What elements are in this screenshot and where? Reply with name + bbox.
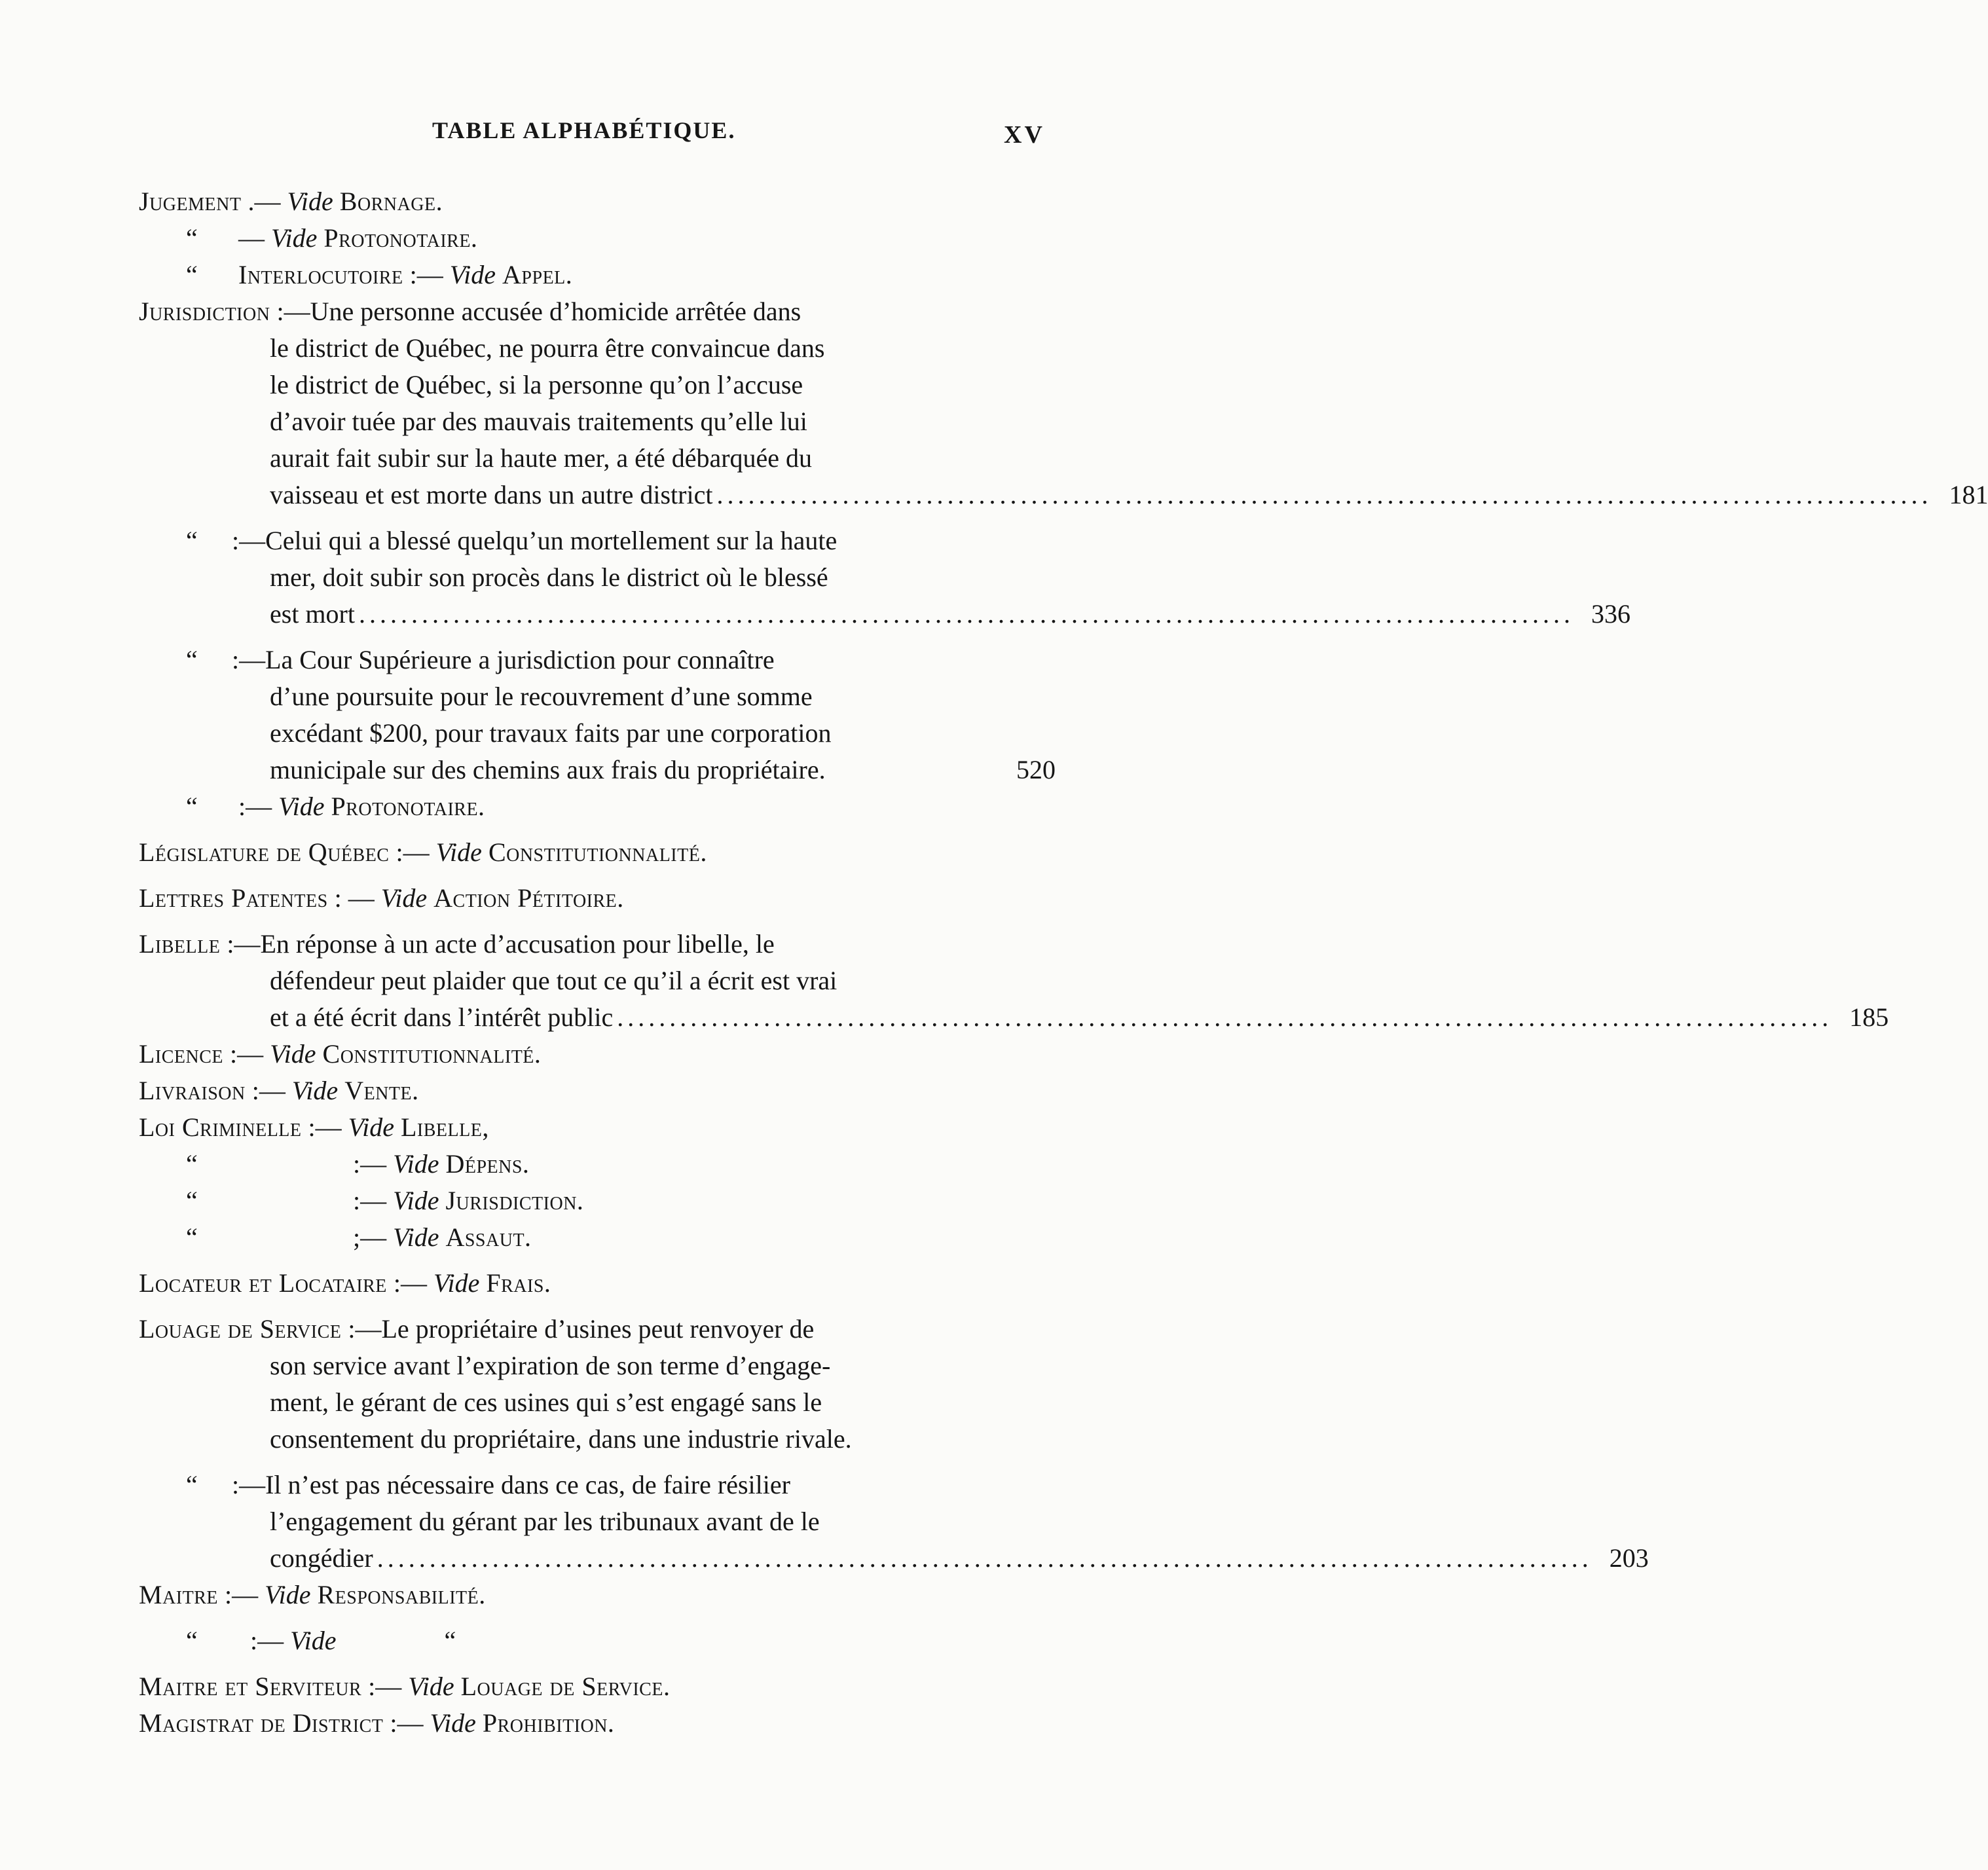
entry-text-line: aurait fait subir sur la haute mer, a été débarquée du [270,443,813,473]
index-entry-loi-criminelle [139,1109,1056,1256]
entry-text-line: est mort [270,599,355,629]
leader-dots: .................................................................................................................... [716,480,1932,509]
separator: :— [353,1149,394,1179]
separator: : — [327,883,381,913]
entry-heading: Licence [139,1039,224,1069]
entry-text-line: le district de Québec, si la personne qu’on l’accuse [270,370,803,399]
page-reference: 336 [1591,599,1630,629]
entry-text-line: et a été écrit dans l’intérêt public [270,1002,614,1032]
vide-label: Vide [430,1708,476,1738]
separator: :— [386,1268,434,1298]
separator: :— [383,1708,430,1738]
entry-text-line: son service avant l’expiration de son terme d’engage- [270,1351,831,1380]
cross-reference: Louage de Service. [460,1672,671,1701]
entry-text-line: mer, doit subir son procès dans le district où le blessé [270,562,828,592]
index-entry-legislature [139,834,1056,871]
entry-text-line: congédier [270,1543,373,1573]
vide-label: Vide [270,1039,316,1069]
vide-label: Vide [291,1076,339,1105]
ditto-mark: “ [186,792,198,821]
index-entry-jurisdiction-4 [139,788,1056,825]
page-reference: 520 [1016,755,1056,784]
entry-text-line: ment, le gérant de ces usines qui s’est engagé sans le [270,1387,822,1417]
ditto-mark: “ [186,1222,198,1252]
entry-heading: Lettres Patentes [139,883,328,913]
ditto-mark: “ [186,1186,198,1215]
entry-text-line: l’engagement du gérant par les tribunaux avant de le [270,1507,820,1536]
cross-reference: Vente. [344,1076,419,1105]
index-entry-licence [139,1036,1056,1072]
index-entry-lettres-patentes [139,880,1056,917]
entry-text-line: vaisseau et est morte dans un autre district [270,480,713,509]
entry-text-line: d’une poursuite pour le recouvrement d’une somme [270,682,813,711]
index-entry-jugement-protonotaire [139,220,1056,257]
vide-label: Vide [393,1186,439,1215]
entry-heading: Jurisdiction [139,297,270,326]
index-entry-jugement-interlocutoire [139,257,1056,293]
sub-heading: Interlocutoire [238,260,403,289]
vide-label: Vide [449,260,496,289]
cross-reference: Constitutionnalité. [322,1039,542,1069]
cross-reference: Frais. [486,1268,551,1298]
separator: :— [353,1186,394,1215]
vide-label: Vide [433,1268,480,1298]
page-title: TABLE ALPHABÉTIQUE. [432,117,736,143]
cross-reference: Action Pétitoire. [433,883,624,913]
entry-text-line: défendeur peut plaider que tout ce qu’il a écrit est vrai [270,966,838,995]
ditto-mark: “ [186,260,198,289]
ditto-mark: “ [186,645,198,674]
ditto-mark: “ [186,1470,198,1499]
cross-reference: Constitutionnalité. [488,837,707,867]
vide-label: Vide [408,1672,454,1701]
leader-dots: .................................................................................................................... [617,1002,1833,1032]
vide-label: Vide [265,1580,311,1609]
index-entry-libelle [139,926,1889,1036]
separator: :— [245,1076,292,1105]
entry-heading: Locateur et Locataire [139,1268,387,1298]
leader-dots: .................................................................................................................... [377,1543,1592,1573]
index-entry-louage-de-service [139,1311,1056,1458]
index-entry-locateur [139,1265,1056,1302]
cross-reference: Prohibition. [482,1708,615,1738]
ditto-mark: “ [186,526,198,555]
page-reference: 185 [1849,1002,1889,1032]
index-entry-livraison [139,1072,1056,1109]
separator: :— [218,1580,265,1609]
vide-label: Vide [393,1149,439,1179]
separator: :— [361,1672,409,1701]
separator: :— [223,1039,270,1069]
cross-reference: Libelle, [400,1112,489,1142]
page-reference: 203 [1609,1543,1649,1573]
cross-reference: Jurisdiction. [445,1186,584,1215]
cross-reference: Protonotaire. [323,223,478,253]
entry-text-line: :—Une personne accusée d’homicide arrêtée dans [276,297,801,326]
separator: — [232,223,271,253]
cross-reference: Bornage. [339,187,443,216]
cross-reference: Protonotaire. [331,792,485,821]
page-reference: 181 [1949,480,1988,509]
separator: :— [389,837,436,867]
index-entry-magistrat [139,1705,1056,1742]
vide-label: Vide [278,792,325,821]
entry-text-line: d’avoir tuée par des mauvais traitements qu’elle lui [270,407,807,436]
ditto-mark: “ [186,1149,198,1179]
entry-text-line: :—Celui qui a blessé quelqu’un mortellement sur la haute [232,526,838,555]
ditto-mark: “ [444,1626,456,1655]
cross-reference: Responsabilité. [317,1580,486,1609]
entry-heading: Maitre et Serviteur [139,1672,362,1701]
entry-heading: Loi Criminelle [139,1112,302,1142]
separator: ;— [353,1222,394,1252]
vide-label: Vide [393,1222,439,1252]
index-entry-jurisdiction-3 [139,642,1056,788]
entry-heading: Législature de Québec [139,837,390,867]
entry-text-line: :—La Cour Supérieure a jurisdiction pour connaître [232,645,775,674]
entry-text-line: municipale sur des chemins aux frais du propriétaire. [270,755,826,784]
entry-heading: Libelle [139,929,221,959]
index-entry-maitre [139,1577,1056,1613]
entry-text-line: le district de Québec, ne pourra être convaincue dans [270,333,825,363]
entry-text-line: excédant $200, pour travaux faits par une corporation [270,718,832,748]
vide-label: Vide [380,883,428,913]
index-entry-jurisdiction-2 [139,522,1630,632]
vide-label: Vide [287,187,333,216]
vide-label: Vide [290,1626,337,1655]
leader-dots: .................................................................................................................... [358,599,1574,629]
separator: :— [301,1112,348,1142]
index-entry-louage-2 [139,1467,1649,1577]
index-entry-maitre-2 [139,1622,1056,1659]
vide-label: Vide [271,223,318,253]
separator: :— [403,260,450,289]
entry-heading: Magistrat de District [139,1708,384,1738]
entry-text-line: :—En réponse à un acte d’accusation pour libelle, le [227,929,775,959]
entry-text-line: :—Il n’est pas nécessaire dans ce cas, de faire résilier [232,1470,790,1499]
separator: :— [232,792,279,821]
cross-reference: Appel. [502,260,573,289]
page-number: XV [1004,121,1045,149]
entry-text-line: consentement du propriétaire, dans une industrie rivale. [270,1424,852,1454]
separator: .— [241,187,287,216]
cross-reference: Assaut. [445,1222,532,1252]
entry-heading: Maitre [139,1580,218,1609]
index-content [139,183,1988,1742]
vide-label: Vide [435,837,482,867]
index-entry-jugement [139,183,1056,220]
index-entry-jurisdiction [139,293,1988,513]
index-entry-maitre-et-serviteur [139,1668,1056,1705]
ditto-mark: “ [186,1626,198,1655]
ditto-mark: “ [186,223,198,253]
separator: :— [250,1626,291,1655]
entry-heading: Livraison [139,1076,246,1105]
vide-label: Vide [348,1112,394,1142]
cross-reference: Dépens. [445,1149,530,1179]
entry-text-line: :—Le propriétaire d’usines peut renvoyer de [348,1314,815,1344]
entry-heading: Jugement [139,187,242,216]
entry-heading: Louage de Service [139,1314,342,1344]
